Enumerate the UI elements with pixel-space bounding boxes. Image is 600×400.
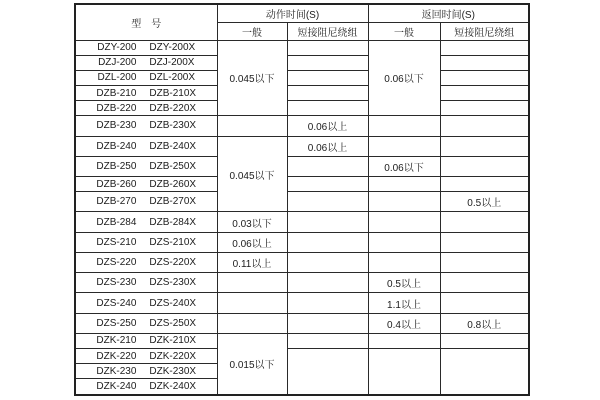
model-cell	[75, 349, 217, 364]
return-damping-cell	[440, 177, 529, 192]
model-pair	[76, 72, 217, 83]
action-general-cell: 0.06以上	[217, 232, 287, 252]
table-row	[75, 212, 529, 232]
action-damping-cell	[287, 156, 368, 176]
action-general-cell	[217, 313, 287, 333]
return-damping-cell	[440, 86, 529, 101]
model-base: DZK-220	[96, 350, 137, 362]
model-base: DZS-210	[96, 236, 137, 248]
model-x-variant: DZB-284X	[149, 216, 197, 228]
action-general-cell: 0.045以下	[217, 40, 287, 116]
model-x-variant: DZB-210X	[149, 87, 197, 99]
header-action-damping-winding: 短接阻尼绕组	[287, 22, 368, 40]
model-cell	[75, 252, 217, 272]
model-pair	[76, 277, 217, 288]
action-damping-cell	[287, 333, 368, 348]
table-row	[75, 136, 529, 156]
action-general-cell	[217, 116, 287, 136]
table-header	[75, 4, 529, 40]
return-general-cell: 0.06以下	[368, 40, 440, 116]
model-pair	[76, 88, 217, 99]
action-damping-cell: 0.06以上	[287, 136, 368, 156]
model-x-variant: DZK-210X	[149, 335, 197, 347]
return-damping-cell: 0.8以上	[440, 313, 529, 333]
return-general-cell	[368, 252, 440, 272]
model-base: DZB-220	[96, 102, 137, 114]
return-damping-cell	[440, 333, 529, 348]
model-base: DZS-250	[96, 317, 137, 329]
return-damping-cell	[440, 101, 529, 116]
action-damping-cell	[287, 55, 368, 70]
table-body	[75, 40, 529, 395]
model-cell	[75, 232, 217, 252]
table-row	[75, 313, 529, 333]
model-base: DZB-240	[96, 140, 137, 152]
model-x-variant: DZB-270X	[149, 196, 197, 208]
model-x-variant: DZL-200X	[149, 72, 195, 84]
model-cell	[75, 379, 217, 395]
model-x-variant: DZS-220X	[149, 257, 197, 269]
model-x-variant: DZB-220X	[149, 102, 197, 114]
action-damping-cell	[287, 349, 368, 395]
relay-timing-spec-table	[74, 3, 530, 396]
header-row-groups	[75, 4, 529, 22]
model-base: DZB-270	[96, 196, 137, 208]
table-row	[75, 156, 529, 176]
model-cell	[75, 101, 217, 116]
action-damping-cell	[287, 101, 368, 116]
model-pair	[76, 298, 217, 309]
action-general-cell: 0.015以下	[217, 333, 287, 395]
return-damping-cell	[440, 116, 529, 136]
table-row	[75, 232, 529, 252]
table-row	[75, 192, 529, 212]
model-base: DZS-230	[96, 277, 137, 289]
action-damping-cell	[287, 192, 368, 212]
model-pair	[76, 120, 217, 131]
model-base: DZY-200	[97, 42, 137, 54]
action-damping-cell	[287, 86, 368, 101]
model-base: DZL-200	[97, 72, 137, 84]
model-pair	[76, 141, 217, 152]
model-cell	[75, 156, 217, 176]
return-general-cell	[368, 349, 440, 395]
return-damping-cell	[440, 40, 529, 55]
model-pair	[76, 57, 217, 68]
model-x-variant: DZB-230X	[149, 120, 197, 132]
model-cell	[75, 40, 217, 55]
header-return-time: 返回时间(S)	[368, 4, 529, 22]
model-cell	[75, 177, 217, 192]
return-damping-cell	[440, 156, 529, 176]
table-row	[75, 252, 529, 272]
model-base: DZB-230	[96, 120, 137, 132]
table-row	[75, 55, 529, 70]
model-cell	[75, 116, 217, 136]
model-pair	[76, 381, 217, 392]
return-damping-cell	[440, 252, 529, 272]
action-damping-cell: 0.06以上	[287, 116, 368, 136]
model-x-variant: DZS-210X	[149, 236, 197, 248]
action-damping-cell	[287, 70, 368, 85]
action-general-cell: 0.11以上	[217, 252, 287, 272]
model-cell	[75, 86, 217, 101]
model-pair	[76, 217, 217, 228]
model-pair	[76, 257, 217, 268]
model-base: DZB-260	[96, 178, 137, 190]
model-pair	[76, 103, 217, 114]
model-x-variant: DZB-260X	[149, 178, 197, 190]
model-base: DZB-284	[96, 216, 137, 228]
model-x-variant: DZK-220X	[149, 350, 197, 362]
table-row	[75, 86, 529, 101]
model-pair	[76, 335, 217, 346]
model-x-variant: DZK-230X	[149, 365, 197, 377]
table-row	[75, 333, 529, 348]
model-x-variant: DZJ-200X	[149, 57, 195, 69]
return-general-cell: 1.1以上	[368, 293, 440, 313]
model-base: DZK-230	[96, 365, 137, 377]
return-general-cell: 0.4以上	[368, 313, 440, 333]
return-general-cell	[368, 192, 440, 212]
return-general-cell: 0.5以上	[368, 273, 440, 293]
action-damping-cell	[287, 293, 368, 313]
return-damping-cell	[440, 293, 529, 313]
action-damping-cell	[287, 40, 368, 55]
header-model: 型 号	[75, 4, 217, 40]
return-damping-cell	[440, 273, 529, 293]
header-action-time: 动作时间(S)	[217, 4, 368, 22]
table-row	[75, 40, 529, 55]
action-general-cell	[217, 273, 287, 293]
return-general-cell	[368, 116, 440, 136]
model-base: DZB-210	[96, 87, 137, 99]
action-damping-cell	[287, 252, 368, 272]
table-row	[75, 273, 529, 293]
action-damping-cell	[287, 177, 368, 192]
model-cell	[75, 364, 217, 379]
model-cell	[75, 273, 217, 293]
model-pair	[76, 366, 217, 377]
return-damping-cell	[440, 212, 529, 232]
model-x-variant: DZB-250X	[149, 160, 197, 172]
table-row	[75, 177, 529, 192]
action-general-cell: 0.045以下	[217, 136, 287, 212]
return-damping-cell	[440, 232, 529, 252]
action-general-cell: 0.03以下	[217, 212, 287, 232]
return-damping-cell: 0.5以上	[440, 192, 529, 212]
model-base: DZS-240	[96, 297, 137, 309]
return-general-cell	[368, 232, 440, 252]
model-x-variant: DZY-200X	[149, 42, 196, 54]
model-x-variant: DZB-240X	[149, 140, 197, 152]
action-damping-cell	[287, 273, 368, 293]
model-base: DZK-210	[96, 335, 137, 347]
action-general-cell	[217, 293, 287, 313]
return-general-cell	[368, 177, 440, 192]
model-cell	[75, 293, 217, 313]
return-general-cell	[368, 333, 440, 348]
return-damping-cell	[440, 349, 529, 395]
table-row	[75, 349, 529, 364]
model-base: DZB-250	[96, 160, 137, 172]
model-base: DZS-220	[96, 257, 137, 269]
model-base: DZJ-200	[98, 57, 137, 69]
model-cell	[75, 55, 217, 70]
model-x-variant: DZK-240X	[149, 381, 197, 393]
table-row	[75, 116, 529, 136]
action-damping-cell	[287, 212, 368, 232]
model-pair	[76, 237, 217, 248]
header-action-general: 一般	[217, 22, 287, 40]
relay-timing-table-container	[74, 3, 530, 396]
action-damping-cell	[287, 232, 368, 252]
model-cell	[75, 313, 217, 333]
model-pair	[76, 318, 217, 329]
header-return-general: 一般	[368, 22, 440, 40]
model-pair	[76, 42, 217, 53]
table-row	[75, 70, 529, 85]
model-base: DZK-240	[96, 381, 137, 393]
table-row	[75, 293, 529, 313]
model-cell	[75, 212, 217, 232]
model-pair	[76, 196, 217, 207]
model-cell	[75, 70, 217, 85]
header-return-damping-winding: 短接阻尼绕组	[440, 22, 529, 40]
model-cell	[75, 192, 217, 212]
return-general-cell: 0.06以下	[368, 156, 440, 176]
model-cell	[75, 136, 217, 156]
model-pair	[76, 351, 217, 362]
return-general-cell	[368, 136, 440, 156]
model-x-variant: DZS-230X	[149, 277, 197, 289]
action-damping-cell	[287, 313, 368, 333]
return-damping-cell	[440, 70, 529, 85]
table-row	[75, 101, 529, 116]
model-pair	[76, 179, 217, 190]
return-damping-cell	[440, 55, 529, 70]
return-damping-cell	[440, 136, 529, 156]
model-cell	[75, 333, 217, 348]
model-x-variant: DZS-240X	[149, 297, 197, 309]
model-x-variant: DZS-250X	[149, 317, 197, 329]
return-general-cell	[368, 212, 440, 232]
model-pair	[76, 161, 217, 172]
